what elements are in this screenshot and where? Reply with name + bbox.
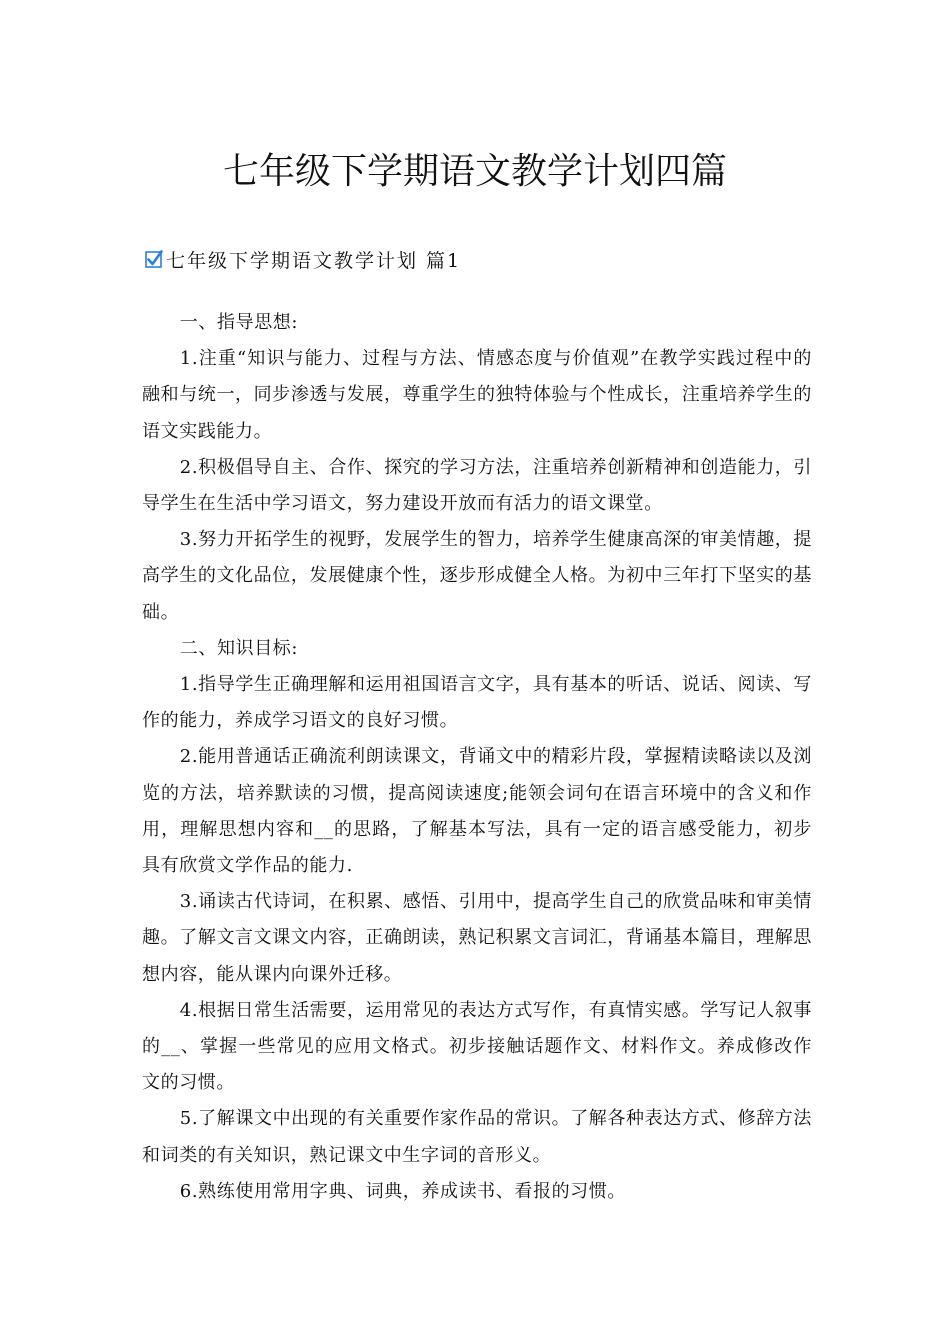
- paragraph: 5.了解课文中出现的有关重要作家作品的常识。了解各种表达方式、修辞方法和词类的有关知识，熟记课文中生字词的音形义。: [142, 1108, 812, 1166]
- paragraph: 6.熟练使用常用字典、词典，养成读书、看报的习惯。: [179, 1180, 626, 1202]
- paragraph: 2.积极倡导自主、合作、探究的学习方法，注重培养创新精神和创造能力，引导学生在生活中学习语文，努力建设开放而有活力的语文课堂。: [142, 456, 812, 515]
- checkbox-checked-icon: [145, 250, 163, 268]
- paragraph: 2.能用普通话正确流利朗读课文，背诵文中的精彩片段，掌握精读略读以及浏览的方法，培养默读的习惯，提高阅读速度;能领会词句在语言环境中的含义和作用，理解思想内容和__的思路，了解基本写法，具有一定的语言感受能力，初步具有欣赏文学作品的能力.: [142, 746, 812, 877]
- document-title: 七年级下学期语文教学计划四篇: [222, 151, 727, 192]
- section-heading-text: 七年级下学期语文教学计划 篇1: [166, 249, 462, 272]
- paragraph: 4.根据日常生活需要，运用常见的表达方式写作，有真情实感。学写记人叙事的__、掌握一些常见的应用文格式。初步接触话题作文、材料作文。养成修改作文的习惯。: [142, 999, 812, 1094]
- paragraph: 1.注重“知识与能力、过程与方法、情感态度与价值观”在教学实践过程中的融和与统一，同步渗透与发展，尊重学生的独特体验与个性成长，注重培养学生的语文实践能力。: [142, 348, 812, 442]
- document-body: [142, 305, 812, 1210]
- paragraph: 一、指导思想:: [179, 312, 299, 333]
- section-heading: [145, 244, 461, 274]
- paragraph: 二、知识目标:: [179, 637, 299, 659]
- paragraph: 1.指导学生正确理解和运用祖国语言文字，具有基本的听话、说话、阅读、写作的能力，养成学习语文的良好习惯。: [142, 674, 812, 732]
- paragraph: 3.诵读古代诗词，在积累、感悟、引用中，提高学生自己的欣赏品味和审美情趣。了解文言文课文内容，正确朗读，熟记积累文言词汇，背诵基本篇目，理解思想内容，能从课内向课外迁移。: [142, 891, 812, 985]
- paragraph: 3.努力开拓学生的视野，发展学生的智力，培养学生健康高深的审美情趣，提高学生的文化品位，发展健康个性，逐步形成健全人格。为初中三年打下坚实的基础。: [142, 529, 812, 623]
